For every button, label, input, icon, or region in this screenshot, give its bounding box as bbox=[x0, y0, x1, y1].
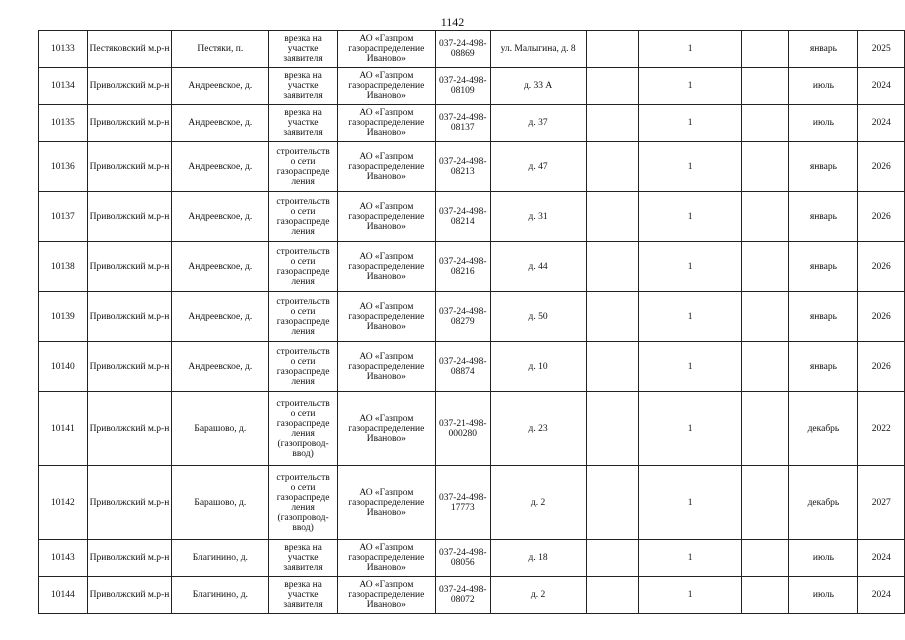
organization-cell: АО «Газпром газораспределение Иваново» bbox=[337, 466, 435, 540]
application-code-cell: 037-21-498-000280 bbox=[435, 392, 490, 466]
district-cell: Приволжский м.р-н bbox=[87, 192, 171, 242]
connection-type-cell: строительств о сети газораспреде ления bbox=[269, 292, 337, 342]
empty-cell bbox=[586, 192, 639, 242]
empty-cell bbox=[586, 466, 639, 540]
locality-cell: Барашово, д. bbox=[172, 466, 269, 540]
empty-cell bbox=[741, 392, 789, 466]
connection-type-cell: врезка на участке заявителя bbox=[269, 105, 337, 142]
organization-cell: АО «Газпром газораспределение Иваново» bbox=[337, 392, 435, 466]
row-number: 10140 bbox=[39, 342, 88, 392]
row-number: 10133 bbox=[39, 31, 88, 68]
locality-cell: Андреевское, д. bbox=[172, 105, 269, 142]
connection-type-cell: врезка на участке заявителя bbox=[269, 31, 337, 68]
application-code-cell: 037-24-498-08137 bbox=[435, 105, 490, 142]
quantity-cell: 1 bbox=[639, 466, 741, 540]
month-cell: июль bbox=[789, 68, 858, 105]
page-number: 1142 bbox=[440, 15, 465, 29]
registry-table bbox=[38, 30, 905, 614]
connection-type-cell: строительств о сети газораспреде ления bbox=[269, 342, 337, 392]
locality-cell: Андреевское, д. bbox=[172, 142, 269, 192]
year-cell: 2024 bbox=[858, 105, 905, 142]
district-cell: Приволжский м.р-н bbox=[87, 142, 171, 192]
locality-cell: Пестяки, п. bbox=[172, 31, 269, 68]
year-cell: 2026 bbox=[858, 192, 905, 242]
empty-cell bbox=[741, 31, 789, 68]
table-row bbox=[39, 540, 905, 577]
locality-cell: Андреевское, д. bbox=[172, 192, 269, 242]
district-cell: Приволжский м.р-н bbox=[87, 292, 171, 342]
row-number: 10137 bbox=[39, 192, 88, 242]
month-cell: январь bbox=[789, 31, 858, 68]
locality-cell: Андреевское, д. bbox=[172, 342, 269, 392]
table-row bbox=[39, 292, 905, 342]
application-code-cell: 037-24-498-08213 bbox=[435, 142, 490, 192]
year-cell: 2026 bbox=[858, 142, 905, 192]
empty-cell bbox=[741, 466, 789, 540]
address-cell: д. 10 bbox=[490, 342, 586, 392]
organization-cell: АО «Газпром газораспределение Иваново» bbox=[337, 105, 435, 142]
month-cell: январь bbox=[789, 142, 858, 192]
connection-type-cell: строительств о сети газораспреде ления bbox=[269, 192, 337, 242]
application-code-cell: 037-24-498-08056 bbox=[435, 540, 490, 577]
empty-cell bbox=[586, 142, 639, 192]
empty-cell bbox=[586, 540, 639, 577]
empty-cell bbox=[586, 392, 639, 466]
district-cell: Приволжский м.р-н bbox=[87, 466, 171, 540]
locality-cell: Барашово, д. bbox=[172, 392, 269, 466]
connection-type-cell: строительств о сети газораспреде ления bbox=[269, 142, 337, 192]
year-cell: 2026 bbox=[858, 242, 905, 292]
connection-type-cell: строительств о сети газораспреде ления bbox=[269, 242, 337, 292]
organization-cell: АО «Газпром газораспределение Иваново» bbox=[337, 242, 435, 292]
address-cell: д. 2 bbox=[490, 466, 586, 540]
organization-cell: АО «Газпром газораспределение Иваново» bbox=[337, 342, 435, 392]
month-cell: январь bbox=[789, 292, 858, 342]
address-cell: д. 33 А bbox=[490, 68, 586, 105]
district-cell: Приволжский м.р-н bbox=[87, 68, 171, 105]
empty-cell bbox=[741, 342, 789, 392]
month-cell: январь bbox=[789, 342, 858, 392]
row-number: 10138 bbox=[39, 242, 88, 292]
application-code-cell: 037-24-498-08216 bbox=[435, 242, 490, 292]
empty-cell bbox=[741, 540, 789, 577]
district-cell: Приволжский м.р-н bbox=[87, 540, 171, 577]
table-row bbox=[39, 577, 905, 614]
year-cell: 2022 bbox=[858, 392, 905, 466]
month-cell: декабрь bbox=[789, 466, 858, 540]
row-number: 10139 bbox=[39, 292, 88, 342]
year-cell: 2026 bbox=[858, 342, 905, 392]
table-row bbox=[39, 466, 905, 540]
empty-cell bbox=[586, 68, 639, 105]
connection-type-cell: врезка на участке заявителя bbox=[269, 68, 337, 105]
month-cell: июль bbox=[789, 540, 858, 577]
address-cell: д. 31 bbox=[490, 192, 586, 242]
address-cell: д. 18 bbox=[490, 540, 586, 577]
organization-cell: АО «Газпром газораспределение Иваново» bbox=[337, 540, 435, 577]
empty-cell bbox=[741, 68, 789, 105]
empty-cell bbox=[741, 242, 789, 292]
month-cell: июль bbox=[789, 577, 858, 614]
quantity-cell: 1 bbox=[639, 242, 741, 292]
month-cell: январь bbox=[789, 242, 858, 292]
locality-cell: Андреевское, д. bbox=[172, 68, 269, 105]
application-code-cell: 037-24-498-17773 bbox=[435, 466, 490, 540]
address-cell: д. 2 bbox=[490, 577, 586, 614]
empty-cell bbox=[586, 105, 639, 142]
quantity-cell: 1 bbox=[639, 105, 741, 142]
organization-cell: АО «Газпром газораспределение Иваново» bbox=[337, 192, 435, 242]
empty-cell bbox=[741, 105, 789, 142]
year-cell: 2027 bbox=[858, 466, 905, 540]
year-cell: 2025 bbox=[858, 31, 905, 68]
quantity-cell: 1 bbox=[639, 31, 741, 68]
table-row bbox=[39, 392, 905, 466]
quantity-cell: 1 bbox=[639, 540, 741, 577]
year-cell: 2024 bbox=[858, 68, 905, 105]
organization-cell: АО «Газпром газораспределение Иваново» bbox=[337, 31, 435, 68]
application-code-cell: 037-24-498-08072 bbox=[435, 577, 490, 614]
organization-cell: АО «Газпром газораспределение Иваново» bbox=[337, 68, 435, 105]
organization-cell: АО «Газпром газораспределение Иваново» bbox=[337, 577, 435, 614]
quantity-cell: 1 bbox=[639, 142, 741, 192]
organization-cell: АО «Газпром газораспределение Иваново» bbox=[337, 292, 435, 342]
table-row bbox=[39, 242, 905, 292]
application-code-cell: 037-24-498-08279 bbox=[435, 292, 490, 342]
empty-cell bbox=[586, 242, 639, 292]
row-number: 10143 bbox=[39, 540, 88, 577]
table-row bbox=[39, 31, 905, 68]
district-cell: Пестяковский м.р-н bbox=[87, 31, 171, 68]
month-cell: декабрь bbox=[789, 392, 858, 466]
connection-type-cell: врезка на участке заявителя bbox=[269, 540, 337, 577]
quantity-cell: 1 bbox=[639, 292, 741, 342]
application-code-cell: 037-24-498-08869 bbox=[435, 31, 490, 68]
connection-type-cell: врезка на участке заявителя bbox=[269, 577, 337, 614]
year-cell: 2026 bbox=[858, 292, 905, 342]
locality-cell: Благинино, д. bbox=[172, 540, 269, 577]
row-number: 10136 bbox=[39, 142, 88, 192]
district-cell: Приволжский м.р-н bbox=[87, 577, 171, 614]
application-code-cell: 037-24-498-08214 bbox=[435, 192, 490, 242]
row-number: 10141 bbox=[39, 392, 88, 466]
locality-cell: Андреевское, д. bbox=[172, 292, 269, 342]
connection-type-cell: строительств о сети газораспреде ления (газопровод- ввод) bbox=[269, 392, 337, 466]
empty-cell bbox=[586, 342, 639, 392]
application-code-cell: 037-24-498-08109 bbox=[435, 68, 490, 105]
locality-cell: Андреевское, д. bbox=[172, 242, 269, 292]
month-cell: январь bbox=[789, 192, 858, 242]
organization-cell: АО «Газпром газораспределение Иваново» bbox=[337, 142, 435, 192]
empty-cell bbox=[741, 142, 789, 192]
address-cell: ул. Малыгина, д. 8 bbox=[490, 31, 586, 68]
quantity-cell: 1 bbox=[639, 68, 741, 105]
address-cell: д. 44 bbox=[490, 242, 586, 292]
district-cell: Приволжский м.р-н bbox=[87, 242, 171, 292]
table-row bbox=[39, 142, 905, 192]
address-cell: д. 37 bbox=[490, 105, 586, 142]
connection-type-cell: строительств о сети газораспреде ления (газопровод- ввод) bbox=[269, 466, 337, 540]
empty-cell bbox=[586, 31, 639, 68]
district-cell: Приволжский м.р-н bbox=[87, 342, 171, 392]
row-number: 10134 bbox=[39, 68, 88, 105]
quantity-cell: 1 bbox=[639, 577, 741, 614]
district-cell: Приволжский м.р-н bbox=[87, 392, 171, 466]
year-cell: 2024 bbox=[858, 540, 905, 577]
table-row bbox=[39, 342, 905, 392]
quantity-cell: 1 bbox=[639, 192, 741, 242]
locality-cell: Благинино, д. bbox=[172, 577, 269, 614]
table-row bbox=[39, 68, 905, 105]
empty-cell bbox=[741, 292, 789, 342]
address-cell: д. 23 bbox=[490, 392, 586, 466]
application-code-cell: 037-24-498-08874 bbox=[435, 342, 490, 392]
year-cell: 2024 bbox=[858, 577, 905, 614]
row-number: 10144 bbox=[39, 577, 88, 614]
empty-cell bbox=[741, 192, 789, 242]
table-row bbox=[39, 105, 905, 142]
address-cell: д. 50 bbox=[490, 292, 586, 342]
row-number: 10142 bbox=[39, 466, 88, 540]
empty-cell bbox=[586, 292, 639, 342]
row-number: 10135 bbox=[39, 105, 88, 142]
empty-cell bbox=[586, 577, 639, 614]
empty-cell bbox=[741, 577, 789, 614]
table-row bbox=[39, 192, 905, 242]
quantity-cell: 1 bbox=[639, 342, 741, 392]
quantity-cell: 1 bbox=[639, 392, 741, 466]
month-cell: июль bbox=[789, 105, 858, 142]
address-cell: д. 47 bbox=[490, 142, 586, 192]
district-cell: Приволжский м.р-н bbox=[87, 105, 171, 142]
